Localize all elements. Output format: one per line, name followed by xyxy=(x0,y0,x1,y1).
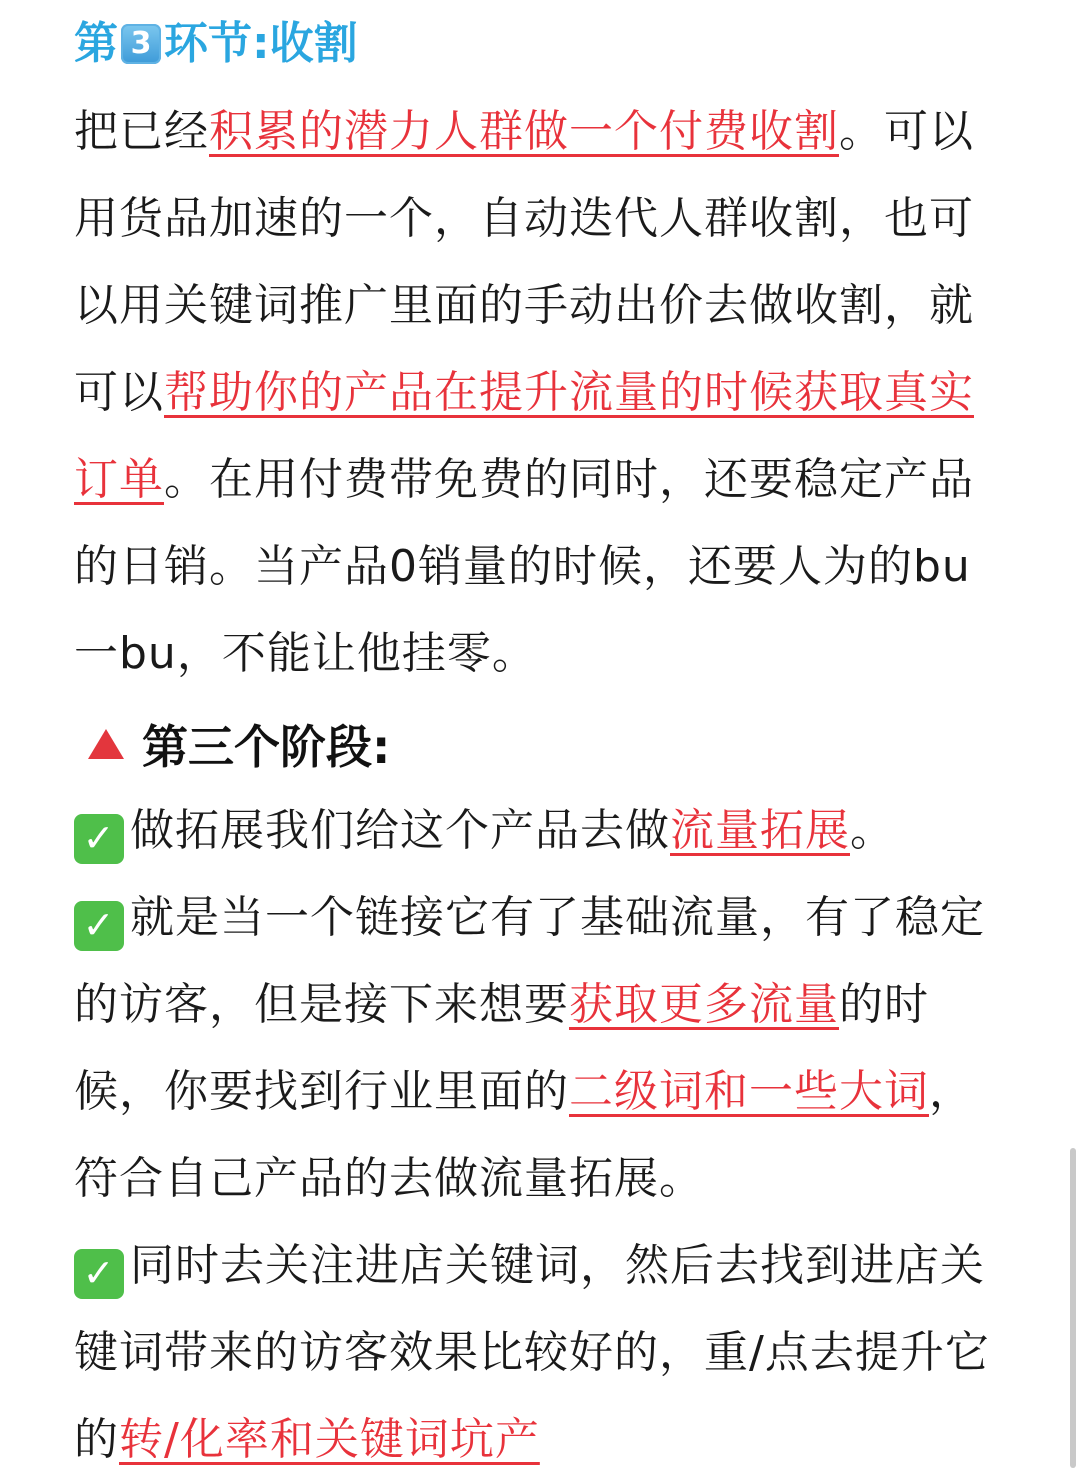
keycap-digit-three-icon: 3 xyxy=(121,24,161,64)
red-triangle-icon xyxy=(88,729,124,759)
paragraph-text: 。可以用货品加速的一个，自动迭代人群收割，也可以用关键词推广里面的手动出价去做收割，就可以 xyxy=(74,106,974,418)
item-text: 同时去关注进店关键词，然后去找到进店关键词带来的访客效果比较好的，重/点去提升它的 xyxy=(74,1240,990,1465)
stage-title: 第三个阶段: xyxy=(142,720,391,774)
harvest-paragraph xyxy=(74,88,1014,697)
section-heading-text: 环节:收割 xyxy=(164,18,358,69)
section-heading xyxy=(74,12,1014,76)
article-body xyxy=(74,12,1014,1483)
highlight-text: 积累的潜力人群做一个付费收割 xyxy=(209,106,839,157)
paragraph-text: 。在用付费带免费的同时，还要稳定产品的日销。当产品0销量的时候，还要人为的bu一bu，不能让他挂零。 xyxy=(74,454,974,679)
item-text: 。 xyxy=(850,805,895,856)
highlight-text: 二级词和一些大词 xyxy=(569,1066,929,1117)
item-text: 做拓展我们给这个产品去做 xyxy=(130,805,670,856)
paragraph-text: 把已经 xyxy=(74,106,209,157)
highlight-text: 转/化率和关键词坑产 xyxy=(119,1414,540,1465)
section-heading-prefix: 第 xyxy=(74,18,118,69)
highlight-text: 流量拓展 xyxy=(670,805,850,856)
item-text: ，符合自己产品的去做流量拓展。 xyxy=(74,1066,974,1204)
stage-heading xyxy=(88,701,1014,787)
item-text: 的时候，你要找到行业里面的 xyxy=(74,979,929,1117)
check-item xyxy=(74,787,1014,874)
vertical-scrollbar[interactable] xyxy=(1070,1148,1076,1468)
highlight-text: 帮助你的产品在提升流量的时候获取真实订单 xyxy=(74,367,974,505)
highlight-text: 获取更多流量 xyxy=(569,979,839,1030)
check-item xyxy=(74,1222,1014,1483)
white-check-mark-button-icon: ✓ xyxy=(74,814,124,864)
white-check-mark-button-icon: ✓ xyxy=(74,901,124,951)
item-text: 就是当一个链接它有了基础流量，有了稳定的访客，但是接下来想要 xyxy=(74,892,985,1030)
check-item xyxy=(74,874,1014,1222)
white-check-mark-button-icon: ✓ xyxy=(74,1249,124,1299)
